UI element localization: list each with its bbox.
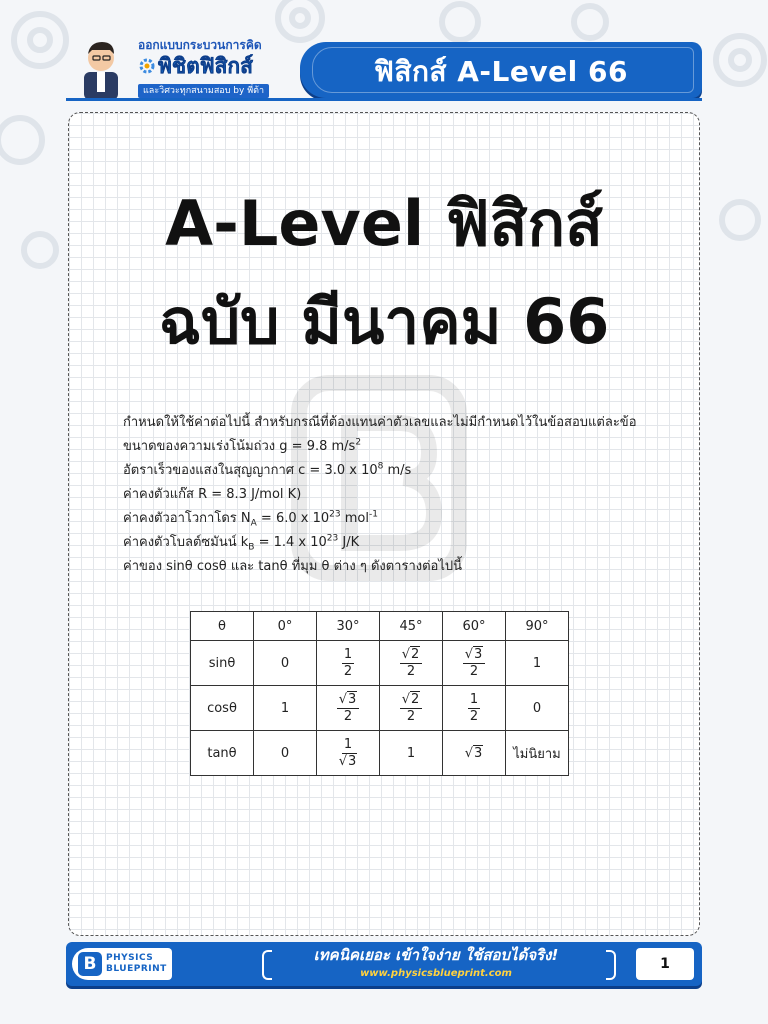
constants-intro: กำหนดให้ใช้ค่าต่อไปนี้ สำหรับกรณีที่ต้องแทนค่าตัวเลขและไม่มีกำหนดไว้ในข้อสอบแต่ละข้อ bbox=[123, 415, 637, 430]
header-title-bar bbox=[300, 42, 702, 98]
constant-gas: ค่าคงตัวแก๊ส R = 8.3 J/mol K) bbox=[123, 487, 302, 502]
table-cell: $\frac{1}{2}$ bbox=[317, 641, 380, 686]
brand-subtitle: และวิศวะทุกสนามสอบ by พี่ต้า bbox=[138, 84, 269, 98]
constants-list bbox=[123, 411, 663, 579]
gear-icon bbox=[138, 57, 156, 75]
worksheet-paper bbox=[68, 112, 700, 936]
blueprint-logo-icon: B bbox=[78, 952, 102, 976]
table-cell: 1 bbox=[254, 686, 317, 731]
table-intro: ค่าของ sinθ cosθ และ tanθ ที่มุม θ ต่าง ๆ ดังตารางต่อไปนี้ bbox=[123, 559, 463, 574]
table-header-row bbox=[191, 612, 569, 641]
constant-avogadro: ค่าคงตัวอาโวกาโดร $N_A = 6.0$ x $10^{23}$ mol$^{-1}$ bbox=[123, 509, 378, 529]
table-cell: $\frac{√2}{2}$ bbox=[380, 686, 443, 731]
page-footer bbox=[66, 942, 702, 986]
table-header-cell: 45° bbox=[380, 612, 443, 641]
page-title bbox=[69, 175, 699, 371]
right-bracket-icon bbox=[606, 950, 616, 980]
table-cell: 1 bbox=[380, 731, 443, 776]
footer-website-link[interactable]: www.physicsblueprint.com bbox=[360, 968, 512, 979]
table-cell: $\frac{√2}{2}$ bbox=[380, 641, 443, 686]
constant-gravity: ขนาดของความเร่งโน้มถ่วง g = 9.8 $m/s^2$ bbox=[123, 437, 362, 454]
table-cell: √3 bbox=[443, 731, 506, 776]
page-number: 1 bbox=[636, 948, 694, 980]
brand-name: พิชิตฟิสิกส์ bbox=[158, 54, 253, 78]
table-row bbox=[191, 641, 569, 686]
page-title-line2: ฉบับ มีนาคม 66 bbox=[158, 285, 610, 358]
constant-light-speed: อัตราเร็วของแสงในสุญญากาศ c = 3.0 x $10^8$ m/s bbox=[123, 461, 412, 478]
table-header-cell: θ bbox=[191, 612, 254, 641]
table-header-cell: 60° bbox=[443, 612, 506, 641]
footer-logo-line1: PHYSICS bbox=[106, 953, 154, 963]
header-divider bbox=[66, 98, 702, 101]
table-cell: $\frac{√3}{2}$ bbox=[317, 686, 380, 731]
trig-values-table bbox=[190, 611, 569, 776]
table-cell: $\frac{√3}{2}$ bbox=[443, 641, 506, 686]
table-cell: 0 bbox=[254, 641, 317, 686]
table-row-label: cosθ bbox=[191, 686, 254, 731]
constant-boltzmann: ค่าคงตัวโบลต์ซมันน์ $k_B = 1.4$ x $10^{23}$ J/K bbox=[123, 533, 360, 553]
table-cell: 1 bbox=[506, 641, 569, 686]
table-row-label: tanθ bbox=[191, 731, 254, 776]
brand-tagline: ออกแบบกระบวนการคิด bbox=[138, 38, 262, 52]
table-cell: 0 bbox=[254, 731, 317, 776]
footer-logo-line2: BLUEPRINT bbox=[106, 964, 167, 974]
table-row bbox=[191, 686, 569, 731]
table-row-label: sinθ bbox=[191, 641, 254, 686]
table-cell: $\frac{1}{√3}$ bbox=[317, 731, 380, 776]
table-row bbox=[191, 731, 569, 776]
header-title: ฟิสิกส์ A-Level 66 bbox=[374, 55, 628, 88]
brand-block bbox=[138, 38, 308, 98]
page-title-line1: A-Level ฟิสิกส์ bbox=[165, 187, 603, 260]
footer-logo bbox=[72, 948, 172, 980]
table-header-cell: 30° bbox=[317, 612, 380, 641]
table-cell: $\frac{1}{2}$ bbox=[443, 686, 506, 731]
tutor-avatar-icon bbox=[76, 38, 126, 100]
table-header-cell: 0° bbox=[254, 612, 317, 641]
table-header-cell: 90° bbox=[506, 612, 569, 641]
page-header bbox=[0, 0, 768, 112]
table-cell: ไม่นิยาม bbox=[506, 731, 569, 776]
footer-slogan: เทคนิคเยอะ เข้าใจง่าย ใช้สอบได้จริง! bbox=[313, 946, 559, 964]
table-cell: 0 bbox=[506, 686, 569, 731]
